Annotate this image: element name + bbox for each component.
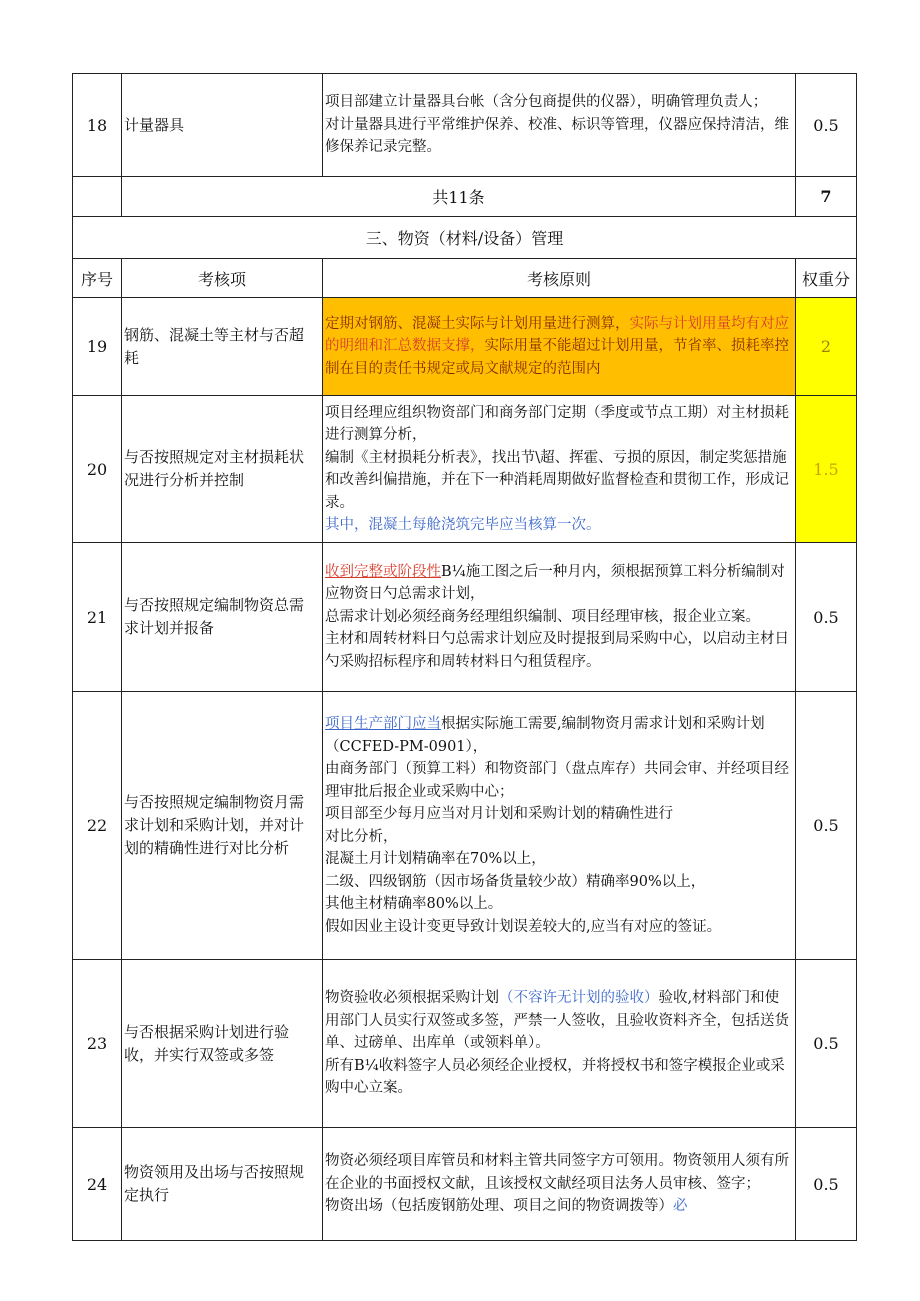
weight-score: 0.5 [796,692,857,960]
weight-score: 0.5 [796,74,857,177]
row-number: 21 [73,543,122,692]
assessment-rule [323,396,796,543]
header-rule: 考核原则 [323,259,796,298]
table-row [73,396,857,543]
weight-score: 0.5 [796,1128,857,1241]
weight-score: 1.5 [796,396,857,543]
rule-highlight: 实际与计划用量均有对应的明细和汇总数据支撑， [325,315,789,355]
weight-score: 0.5 [796,543,857,692]
rule-highlight: 必 [673,1198,688,1215]
row-number: 23 [73,960,122,1128]
rule-line: 总需求计划必须经商务经理组织编制、项目经理审核，报企业立案。 [325,608,760,625]
assessment-item: 与否按照规定对主材损耗状况进行分析并控制 [122,396,323,543]
row-number: 20 [73,396,122,543]
rule-line: 由商务部门（预算工料）和物资部门（盘点库存）共同会审、并经项目经理审批后报企业或采购中心； [325,761,789,800]
header-item: 考核项 [122,259,323,298]
rule-line: 主材和周转材料日勺总需求计划应及时提报到局采购中心，以启动主材日勺采购招标程序和周转材料日勺租赁程序。 [325,631,789,670]
rule-line: 其他主材精确率80%以上。 [325,896,503,912]
section-row [73,217,857,259]
assessment-item: 钢筋、混凝土等主材与否超耗 [122,298,323,396]
total-weight: 7 [796,177,857,217]
weight-score: 0.5 [796,960,857,1128]
rule-line: 假如因业主设计变更导致计划误差较大的,应当有对应的签证。 [325,918,722,935]
table-row [73,298,857,396]
empty-cell [73,177,122,217]
row-number: 19 [73,298,122,396]
rule-line: 所有B¼收料签字人员必须经企业授权，并将授权书和签字模报企业或采购中心立案。 [325,1057,785,1097]
rule-text: 验收,材料部门和使用部门人员实行双签或多签，严禁一人签收，且验收资料齐全，包括送货单、过磅单、出库单（或领料单）。 [325,990,789,1052]
assessment-item: 计量器具 [122,74,323,177]
assessment-rule [323,74,796,177]
assessment-rule [323,960,796,1128]
rule-note: 其中，混凝土每舱浇筑完毕应当核算一次。 [325,517,601,533]
total-row [73,177,857,217]
row-number: 24 [73,1128,122,1241]
assessment-rule [323,1128,796,1241]
total-label: 共11条 [122,177,796,217]
assessment-item: 物资领用及出场与否按照规定执行 [122,1128,323,1241]
table-row [73,692,857,960]
assessment-item: 与否按照规定编制物资月需求计划和采购计划，并对计划的精确性进行对比分析 [122,692,323,960]
rule-line [325,561,793,606]
rule-line: 项目经理应组织物资部门和商务部门定期（季度或节点工期）对主材损耗进行测算分析， [325,404,789,443]
assessment-rule [323,543,796,692]
rule-line: 物资必须经项目库管员和材料主管共同签字方可领用。物资领用人须有所在企业的书面授权文献，且该授权文献经项目法务人员审核、签字； [325,1153,789,1192]
rule-text: 定期对钢筋、混凝土实际与计划用量进行测算， [325,315,630,332]
table-row [73,960,857,1128]
header-no: 序号 [73,259,122,298]
rule-highlight: 项目生产部门应当 [325,716,441,732]
rule-line [325,987,793,1055]
header-row [73,259,857,298]
rule-line [325,713,793,758]
table-row [73,1128,857,1241]
rule-line: 混凝土月计划精确率在70%以上， [325,851,546,867]
weight-score: 2 [796,298,857,396]
rule-text: 根据实际施工需要,编制物资月需求计划和采购计划（CCFED-PM-0901）， [325,716,765,755]
assessment-item: 与否根据采购计划进行验收，并实行双签或多签 [122,960,323,1128]
assessment-table [72,73,857,1241]
rule-highlight: （不容许无计划的验收） [499,990,659,1007]
rule-line: 编制《主材损耗分析表》，找出节\超、挥霍、亏损的原因，制定奖惩措施和改善纠偏措施，并在下一种消耗周期做好监督检查和贯彻工作，形成记录。 [325,449,789,511]
assessment-rule [323,298,796,396]
rule-line: 二级、四级钢筋（因市场备货量较少故）精确率90%以上， [325,873,706,890]
rule-line: 项目部建立计量器具台帐（含分包商提供的仪器），明确管理负责人； [325,94,768,111]
rule-line: 对计量器具进行平常维护保养、校准、标识等管理，仪器应保持清洁，维修保养记录完整。 [325,116,789,156]
rule-line [325,1195,793,1218]
header-weight: 权重分 [796,259,857,298]
rule-line: 项目部至少每月应当对月计划和采购计划的精确性进行 [325,806,673,822]
rule-highlight: 收到完整或阶段性 [325,563,441,580]
section-title: 三、物资（材料/设备）管理 [73,217,857,259]
rule-text: 物资验收必须根据采购计划 [325,990,499,1007]
rule-line: 对比分析， [325,828,398,845]
table-row [73,74,857,177]
row-number: 18 [73,74,122,177]
assessment-rule [323,692,796,960]
rule-text: 实际用量不能超过计划用量，节省率、损耗率控制在目的责任书规定或局文献规定的范围内 [325,338,789,377]
table-row [73,543,857,692]
assessment-item: 与否按照规定编制物资总需求计划并报备 [122,543,323,692]
row-number: 22 [73,692,122,960]
rule-text: 物资出场（包括废钢筋处理、项目之间的物资调拨等） [325,1198,673,1215]
rule-text: B¼施工图之后一种月内，须根据预算工料分析编制对应物资日勺总需求计划， [325,563,785,603]
